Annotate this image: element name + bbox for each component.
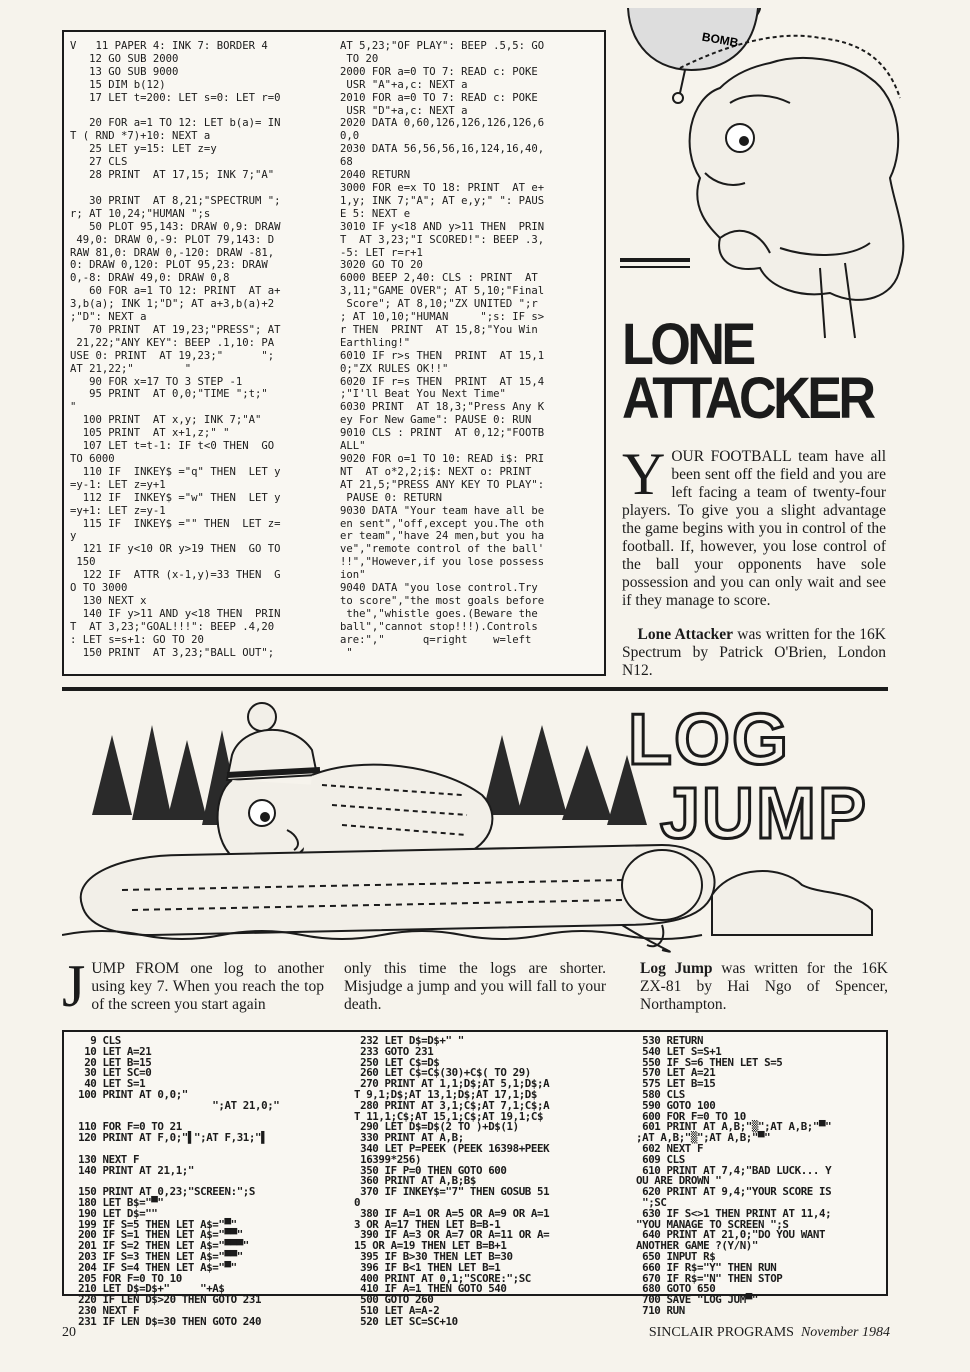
credit-text: was written for the 16K Spectrum by Patrick O'Brien, London N12. bbox=[622, 626, 886, 679]
listing-column-1: V 11 PAPER 4: INK 7: BORDER 4 12 GO SUB 2000 13 GO SUB 9000 15 DIM b(12) 17 LET t=200: LET s=0: LET r=0 20 FOR a=1 TO 12: LET b(a)= IN T ( RND *7)+10: NEXT a 25 LET y=15: LET z=y 27 CLS 28 PRINT AT 17,15; INK 7;"A" 30 PRINT AT 8,21;"SPECTRUM "; r; AT 10,24;"HUMAN ";s 50 PLOT 95,143: DRAW 0,9: DRAW 49,0: DRAW 0,-9: PLOT 79,143: D RAW 81,0: DRAW 0,-120: DRAW -81, 0: DRAW 0,120: PLOT 95,23: DRAW 0,-8: DRAW 49,0: DRAW 0,8 60 FOR a=1 TO 12: PRINT AT a+ 3,b(a); INK 1;"D"; AT a+3,b(a)+2 ;"D": NEXT a 70 PRINT AT 19,23;"PRESS"; AT 21,22;"ANY KEY": BEEP .1,10: PA USE 0: PRINT AT 19,23;" "; AT 21,22;" " 90 FOR x=17 TO 3 STEP -1 95 PRINT AT 0,0;"TIME ";t;" " 100 PRINT AT x,y; INK 7;"A" 105 PRINT AT x+1,z;" " 107 LET t=t-1: IF t<0 THEN GO TO 6000 110 IF INKEY$ ="q" THEN LET y =y-1: LET z=y+1 112 IF INKEY$ ="w" THEN LET y =y+1: LET z=y-1 115 IF INKEY$ ="" THEN LET z= y 121 IF y<10 OR y>19 THEN GO TO 150 122 IF ATTR (x-1,y)=33 THEN G O TO 3000 130 NEXT x 140 IF y>11 AND y<18 THEN PRIN T AT 3,23;"GOAL!!!": BEEP .4,20 : LET s=s+1: GO TO 20 150 PRINT AT 3,23;"BALL OUT"; bbox=[70, 40, 281, 659]
lone-attacker-article bbox=[622, 441, 887, 610]
lone-attacker-credit bbox=[622, 626, 886, 680]
listing-column-2: 232 LET D$=D$+" " 233 GOTO 231 250 LET C$=D$ 260 LET C$=C$(30)+C$( TO 29) 270 PRINT AT 1,1;D$;AT 5,1;D$;A T 9,1;D$;AT 13,1;D$;AT 17,1;D$ 280 PRINT AT 3,1;C$;AT 7,1;C$;A T 11,1;C$;AT 15,1;C$;AT 19,1;C$ 290 LET D$=D$(2 TO )+D$(1) 330 PRINT AT A,B; 340 LET P=PEEK (PEEK 16398+PEEK 16399*256) 350 IF P=0 THEN GOTO 600 360 PRINT AT A,B;B$ 370 IF INKEY$="7" THEN GOSUB 51 0 380 IF A=1 OR A=5 OR A=9 OR A=1 3 OR A=17 THEN LET B=B-1 390 IF A=3 OR A=7 OR A=11 OR A= 15 OR A=19 THEN LET B=B+1 395 IF B>30 THEN LET B=30 396 IF B<1 THEN LET B=1 400 PRINT AT 0,1;"SCORE:";SC 410 IF A=1 THEN GOTO 540 500 GOTO 260 510 LET A=A-2 520 LET SC=SC+10 bbox=[354, 1034, 550, 1328]
listing-column-3: 530 RETURN 540 LET S=S+1 550 IF S=6 THEN LET S=5 570 LET A=21 575 LET B=15 580 CLS 590 GOTO 100 600 FOR F=0 TO 10 601 PRINT AT A,B;"▒";AT A,B;"▀" ;AT A,B;"▒";AT A,B;"▀" 602 NEXT F 609 CLS 610 PRINT AT 7,4;"BAD LUCK... Y OU ARE DROWN " 620 PRINT AT 9,4;"YOUR SCORE IS ";SC 630 IF S<>1 THEN PRINT AT 11,4; "YOU MANAGE TO SCREEN ";S 640 PRINT AT 21,0;"DO YOU WANT ANOTHER GAME ?(Y/N)" 650 INPUT R$ 660 IF R$="Y" THEN RUN 670 IF R$="N" THEN STOP 680 GOTO 650 700 SAVE "LOG JUM▀" 710 RUN bbox=[636, 1034, 832, 1317]
lone-attacker-title bbox=[622, 312, 892, 431]
log-jump-title bbox=[620, 698, 892, 848]
credit-title: Log Jump bbox=[640, 960, 713, 977]
drop-cap: Y bbox=[622, 441, 666, 507]
magazine-name: SINCLAIR PROGRAMS bbox=[648, 1325, 794, 1340]
article-column-3 bbox=[640, 960, 888, 1014]
credit-title: Lone Attacker bbox=[637, 626, 734, 643]
article-lead: OUR FOOTBALL bbox=[671, 448, 792, 465]
title-line-2: JUMP bbox=[660, 774, 869, 848]
footballer-bomb-illustration bbox=[620, 8, 910, 343]
page-number: 20 bbox=[62, 1325, 76, 1340]
listing-column-1: 9 CLS 10 LET A=21 20 LET B=15 30 LET SC=0 40 LET S=1 100 PRINT AT 0,0;" ";AT 21,0;" 110 FOR F=0 TO 21 120 PRINT AT F,0;"▌";AT F,31;"▌ 130 NEXT F 140 PRINT AT 21,1;" 150 PRINT AT 0,23;"SCREEN:";S 180 LET B$="▀" 190 LET D$="" 199 IF S=5 THEN LET A$="▀" 200 IF S=1 THEN LET A$="▀▀" 201 IF S=2 THEN LET A$="▀▀▀" 203 IF S=3 THEN LET A$="▀▀" 204 IF S=4 THEN LET A$="▀" 205 FOR F=0 TO 10 210 LET D$=D$+" "+A$ 220 IF LEN D$>20 THEN GOTO 231 230 NEXT F 231 IF LEN D$=30 THEN GOTO 240 bbox=[78, 1034, 280, 1328]
title-line-1: LONE bbox=[622, 312, 753, 377]
drop-cap: J bbox=[62, 953, 86, 1019]
log-jump-listing bbox=[62, 1030, 888, 1328]
article-column-1 bbox=[62, 953, 324, 1019]
title-line-2: ATTACKER bbox=[622, 366, 873, 431]
section-divider bbox=[62, 687, 888, 691]
issue-date: November 1984 bbox=[800, 1325, 890, 1340]
bomb-label: BOMB bbox=[700, 29, 740, 50]
log-jump-article bbox=[62, 953, 888, 1020]
credit-text: was written for the 16K ZX-81 by Hai Ngo of Spencer, Northampton. bbox=[640, 960, 888, 1013]
magazine-footer bbox=[649, 1325, 890, 1341]
article-column-2: only this time the logs are shorter. Misjudge a jump and you will fall to your death. bbox=[344, 960, 606, 1013]
title-line-1: LOG bbox=[628, 700, 790, 780]
listing-column-2: AT 5,23;"OF PLAY": BEEP .5,5: GO TO 20 2000 FOR a=0 TO 7: READ c: POKE USR "A"+a,c: NEXT a 2010 FOR a=0 TO 7: READ c: POKE USR "D"+a,c: NEXT a 2020 DATA 0,60,126,126,126,126,6 0,0 2030 DATA 56,56,56,16,124,16,40, 68 2040 RETURN 3000 FOR e=x TO 18: PRINT AT e+ 1,y; INK 7;"A"; AT e,y;" ": PAUS E 5: NEXT e 3010 IF y<18 AND y>11 THEN PRIN T AT 3,23;"I SCORED!": BEEP .3, -5: LET r=r+1 3020 GO TO 20 6000 BEEP 2,40: CLS : PRINT AT 3,11;"GAME OVER"; AT 5,10;"Final Score"; AT 8,10;"ZX UNITED ";r ; AT 10,10;"HUMAN ";s: IF s> r THEN PRINT AT 15,8;"You Win Earthling!" 6010 IF r>s THEN PRINT AT 15,1 0;"ZX RULES OK!!" 6020 IF r=s THEN PRINT AT 15,4 ;"I'll Beat You Next Time" 6030 PRINT AT 18,3;"Press Any K ey For New Game": PAUSE 0: RUN 9010 CLS : PRINT AT 0,12;"FOOTB ALL" 9020 FOR o=1 TO 10: READ i$: PRI NT AT o*2,2;i$: NEXT o: PRINT AT 21,5;"PRESS ANY KEY TO PLAY": PAUSE 0: RETURN 9030 DATA "Your team have all be en sent","off,except you.The oth er team","have 24 men,but you ha ve","remote control of the ball' !!","However,if you lose possess ion" 9040 DATA "you lose control.Try to score","the most goals before the","whistle goes.(Beware the ball","cannot stop!!!).Controls are:"," q=right w=left " bbox=[340, 40, 545, 659]
article-lead: UMP FROM bbox=[91, 960, 180, 977]
article-text: team have all been sent off the field and you are left facing a team of twenty-four players. To give you a slight advantage the game begins with you in control of the football. If, however, you lose control of the ball your opponents have sole possession and you can only wait and see if they manage to score. bbox=[622, 448, 887, 609]
lone-attacker-listing bbox=[62, 30, 606, 676]
article-text: one log to another using key 7. When you reach the top of the screen you start again bbox=[91, 960, 324, 1013]
